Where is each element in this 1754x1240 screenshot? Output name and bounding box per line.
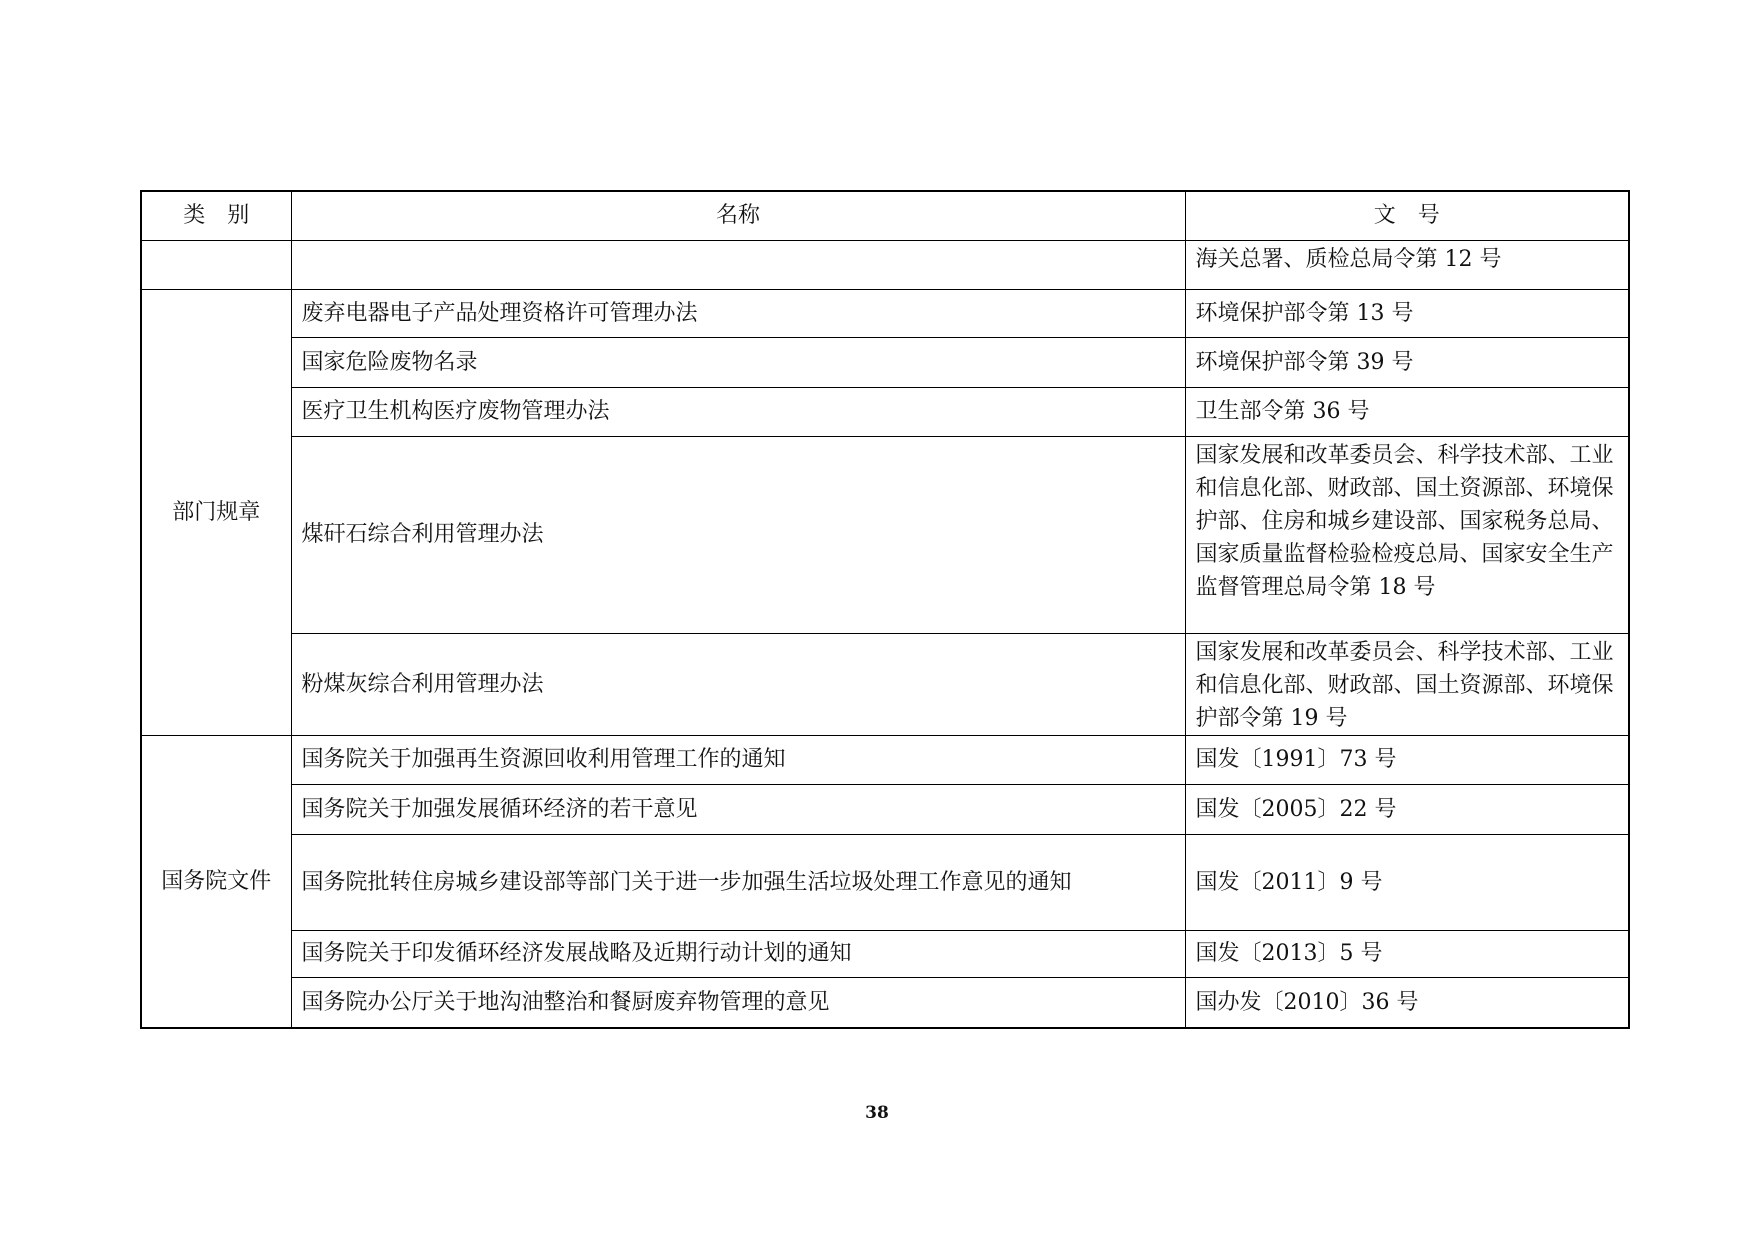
doc-number-cell: 海关总署、质检总局令第 12 号 bbox=[1185, 240, 1629, 289]
doc-number-cell: 国发〔2013〕5 号 bbox=[1185, 930, 1629, 977]
table-row bbox=[141, 834, 1629, 930]
doc-number-cell: 环境保护部令第 39 号 bbox=[1185, 337, 1629, 387]
doc-number-cell: 国家发展和改革委员会、科学技术部、工业和信息化部、财政部、国土资源部、环境保护部令第 19 号 bbox=[1185, 633, 1629, 735]
header-doc-number: 文 号 bbox=[1185, 191, 1629, 240]
name-cell: 国务院批转住房城乡建设部等部门关于进一步加强生活垃圾处理工作意见的通知 bbox=[291, 834, 1185, 930]
category-cell: 国务院文件 bbox=[141, 735, 291, 1028]
page-number: 38 bbox=[865, 1103, 889, 1123]
name-cell: 粉煤灰综合利用管理办法 bbox=[291, 633, 1185, 735]
name-cell: 医疗卫生机构医疗废物管理办法 bbox=[291, 387, 1185, 436]
name-cell: 煤矸石综合利用管理办法 bbox=[291, 436, 1185, 633]
category-cell: 部门规章 bbox=[141, 289, 291, 735]
table-header-row bbox=[141, 191, 1629, 240]
table-row bbox=[141, 387, 1629, 436]
doc-number-cell: 国发〔1991〕73 号 bbox=[1185, 735, 1629, 784]
name-cell bbox=[291, 240, 1185, 289]
table-row bbox=[141, 784, 1629, 834]
table-row bbox=[141, 977, 1629, 1028]
doc-number-cell: 卫生部令第 36 号 bbox=[1185, 387, 1629, 436]
table-row bbox=[141, 337, 1629, 387]
regulations-table bbox=[140, 190, 1630, 1029]
doc-number-cell: 国家发展和改革委员会、科学技术部、工业和信息化部、财政部、国土资源部、环境保护部、住房和城乡建设部、国家税务总局、国家质量监督检验检疫总局、国家安全生产监督管理总局令第 18 号 bbox=[1185, 436, 1629, 633]
name-cell: 国务院关于加强发展循环经济的若干意见 bbox=[291, 784, 1185, 834]
name-cell: 国务院办公厅关于地沟油整治和餐厨废弃物管理的意见 bbox=[291, 977, 1185, 1028]
category-cell bbox=[141, 240, 291, 289]
name-cell: 国务院关于印发循环经济发展战略及近期行动计划的通知 bbox=[291, 930, 1185, 977]
doc-number-cell: 国办发〔2010〕36 号 bbox=[1185, 977, 1629, 1028]
table-row bbox=[141, 633, 1629, 735]
table-row bbox=[141, 289, 1629, 337]
header-category: 类 别 bbox=[141, 191, 291, 240]
doc-number-cell: 环境保护部令第 13 号 bbox=[1185, 289, 1629, 337]
table-row bbox=[141, 436, 1629, 633]
doc-number-cell: 国发〔2005〕22 号 bbox=[1185, 784, 1629, 834]
name-cell: 国务院关于加强再生资源回收利用管理工作的通知 bbox=[291, 735, 1185, 784]
name-cell: 国家危险废物名录 bbox=[291, 337, 1185, 387]
table-row bbox=[141, 735, 1629, 784]
header-name: 名称 bbox=[291, 191, 1185, 240]
table-row bbox=[141, 930, 1629, 977]
doc-number-cell: 国发〔2011〕9 号 bbox=[1185, 834, 1629, 930]
name-cell: 废弃电器电子产品处理资格许可管理办法 bbox=[291, 289, 1185, 337]
table-row bbox=[141, 240, 1629, 289]
